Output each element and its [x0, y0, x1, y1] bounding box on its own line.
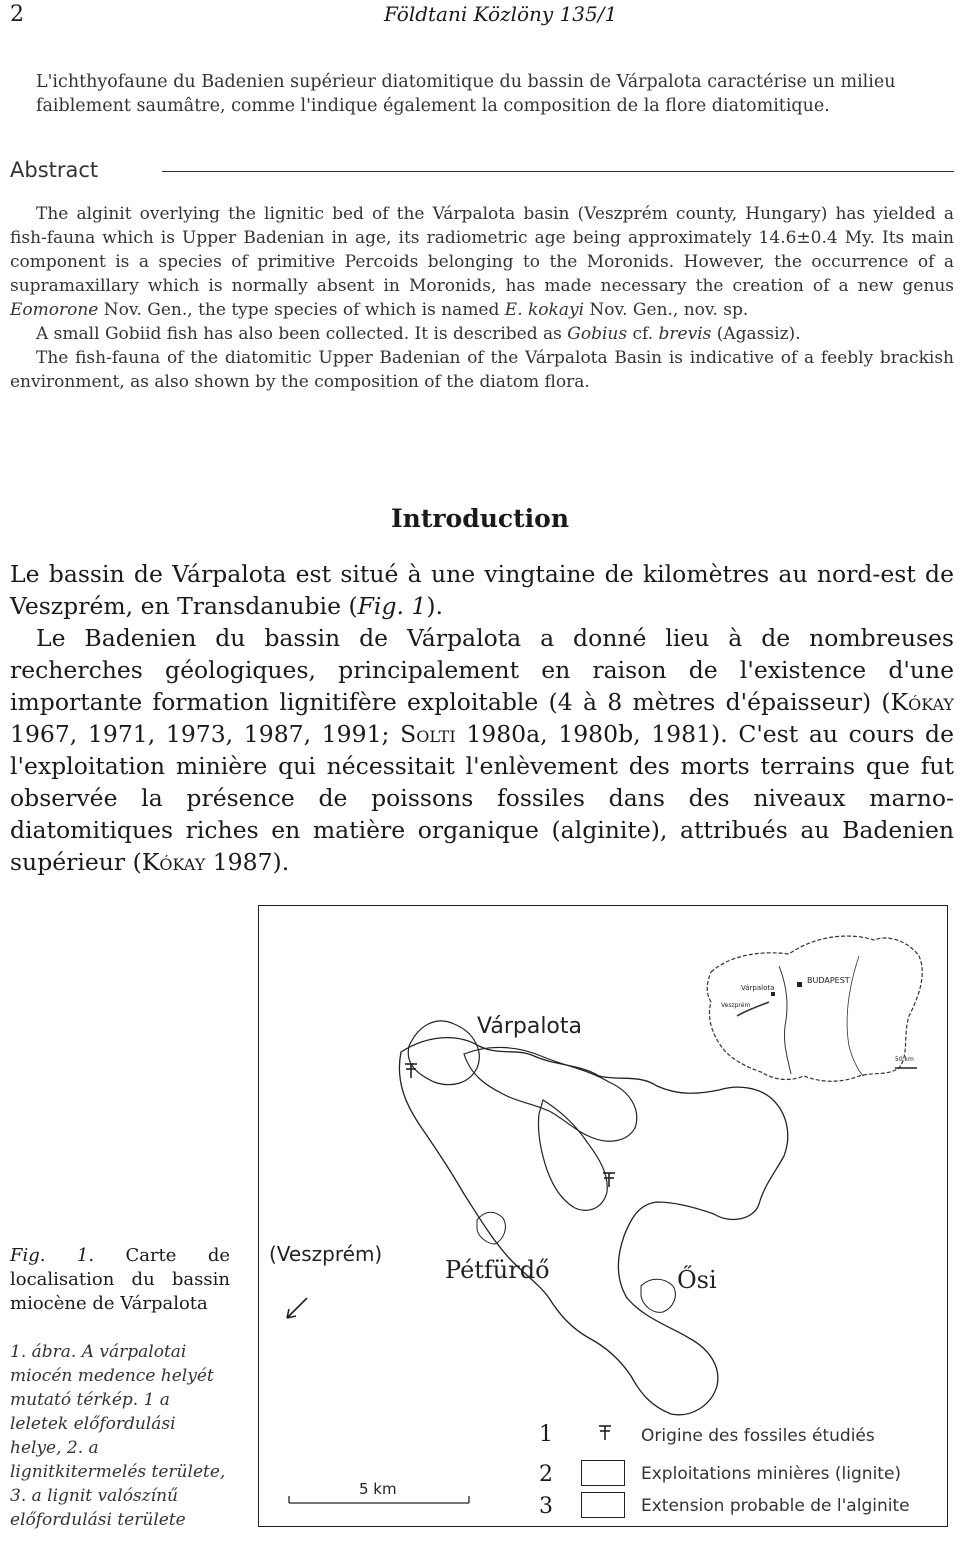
abstract-paragraph-1 — [10, 202, 954, 322]
legend-text-3: Extension probable de l'alginite — [641, 1496, 910, 1516]
abstract-text: cf. — [627, 324, 659, 344]
legend-text-1: Origine des fossiles étudiés — [641, 1426, 875, 1446]
introduction-body — [10, 558, 954, 878]
map-label-petfurdo: Pétfürdő — [445, 1256, 550, 1284]
basin-outline — [399, 1038, 787, 1415]
intro-text: 1967, 1971, 1973, 1987, 1991; — [10, 720, 401, 748]
author-citation: Kókay — [890, 688, 954, 716]
budapest-marker — [797, 982, 802, 987]
author-citation: Solti — [400, 720, 456, 748]
abstract-text: A small Gobiid fish has also been collected. It is described as — [36, 324, 568, 344]
abstract-paragraph-2 — [10, 322, 954, 346]
legend-number-2: 2 — [539, 1462, 553, 1487]
intro-text: 1980a, 1980b, 1981). C'est au cours de l'exploitation minière qui nécessitait l'enlèvement des morts terrains que fut observée la présence de poissons fossiles dans des niveaux marno-diatomitiques riches en matière organique (alginite), attribués au Badenien supérieur ( — [10, 720, 954, 876]
abstract-heading: Abstract — [10, 158, 99, 182]
french-summary: L'ichthyofaune du Badenien supérieur diatomitique du bassin de Várpalota caractérise un milieu faiblement saumâtre, comme l'indique également la composition de la flore diatomitique. — [36, 72, 896, 116]
map-scale-label: 5 km — [359, 1480, 397, 1498]
abstract-text: The alginit overlying the lignitic bed of the Várpalota basin (Veszprém county, Hungary) has yielded a fish-fauna which is Upper Badenian in age, its radiometric age being approximately 14.6±0.4 My. Its main component is a species of primitive Percoids belonging to the Moronids. However, the occurrence of a supramaxillary which is normally absent in Moronids, has made necessary the creation of a new genus — [10, 204, 954, 296]
inset-label-veszprem: Veszprém — [721, 1002, 751, 1009]
genus-name: Eomorone — [10, 300, 99, 320]
tisza-river — [847, 956, 863, 1076]
gobius-name: Gobius — [567, 324, 628, 344]
legend-text-2: Exploitations minières (lignite) — [641, 1464, 902, 1484]
intro-text: Le bassin de Várpalota est situé à une vingtaine de kilomètres au nord-est de Veszprém, en Transdanubie ( — [10, 560, 954, 620]
abstract-text: Nov. Gen., nov. sp. — [584, 300, 749, 320]
species-name: E. kokayi — [504, 300, 585, 320]
abstract-paragraph-3: The fish-fauna of the diatomitic Upper Badenian of the Várpalota Basin is indicative of a feebly brackish environment, as also shown by the composition of the diatom flora. — [10, 348, 954, 392]
inset-label-budapest: BUDAPEST — [807, 976, 850, 985]
mining-area-3 — [538, 1100, 607, 1210]
caption-text: Carte de localisation du bassin miocène de Várpalota — [10, 1245, 230, 1314]
figure-caption-french — [10, 1244, 230, 1316]
introduction-heading: Introduction — [390, 504, 570, 533]
veszprem-arrow — [287, 1298, 307, 1318]
intro-paragraph-2 — [10, 622, 954, 878]
caption-text: A várpalotai miocén medence helyét mutató térkép. 1 a leletek előfordulási helye, 2. a lignitkitermelés területe, 3. a lignit valószínű előfordulási területe — [10, 1342, 226, 1530]
osi-outline — [641, 1279, 675, 1312]
abstract-text: Nov. Gen., the type species of which is named — [98, 300, 505, 320]
petfurdo-outline — [477, 1212, 505, 1244]
intro-text: 1987). — [205, 848, 290, 876]
caption-label: Fig. 1. — [10, 1245, 95, 1266]
legend-fossil-symbol — [599, 1426, 611, 1440]
brevis-name: brevis — [658, 324, 712, 344]
abstract-body — [10, 202, 954, 394]
danube-river — [779, 966, 791, 1074]
intro-text: Le Badenien du bassin de Várpalota a donné lieu à de nombreuses recherches géologiques, principalement en raison de l'existence d'une importante formation lignitifère exploitable (4 à 8 mètres d'épaisseur) ( — [10, 624, 954, 716]
location-map — [258, 905, 948, 1527]
legend-box-alginite — [581, 1492, 625, 1518]
fossil-site-marker-1 — [405, 1064, 417, 1078]
map-label-varpalota: Várpalota — [477, 1014, 582, 1039]
author-citation: Kókay — [141, 848, 206, 876]
figure-reference[interactable]: Fig. 1 — [357, 592, 427, 620]
fossil-site-marker-2 — [603, 1173, 615, 1187]
legend-number-1: 1 — [539, 1422, 553, 1447]
inset-varpalota-marker — [771, 992, 775, 996]
caption-label: 1. ábra. — [10, 1342, 77, 1362]
map-label-veszprem: (Veszprém) — [269, 1242, 383, 1266]
figure-caption-hungarian — [10, 1340, 230, 1532]
journal-running-head: Földtani Közlöny 135/1 — [384, 2, 618, 26]
intro-paragraph-1 — [10, 558, 954, 622]
map-label-osi: Ősi — [677, 1266, 717, 1294]
legend-box-mining — [581, 1460, 625, 1486]
abstract-rule — [162, 171, 954, 172]
inset-scale-label: 50 km — [895, 1056, 914, 1063]
abstract-text: (Agassiz). — [711, 324, 801, 344]
page-number: 2 — [10, 2, 24, 27]
intro-text: ). — [426, 592, 444, 620]
legend-number-3: 3 — [539, 1494, 553, 1519]
inset-label-varpalota: Várpalota — [741, 984, 775, 992]
